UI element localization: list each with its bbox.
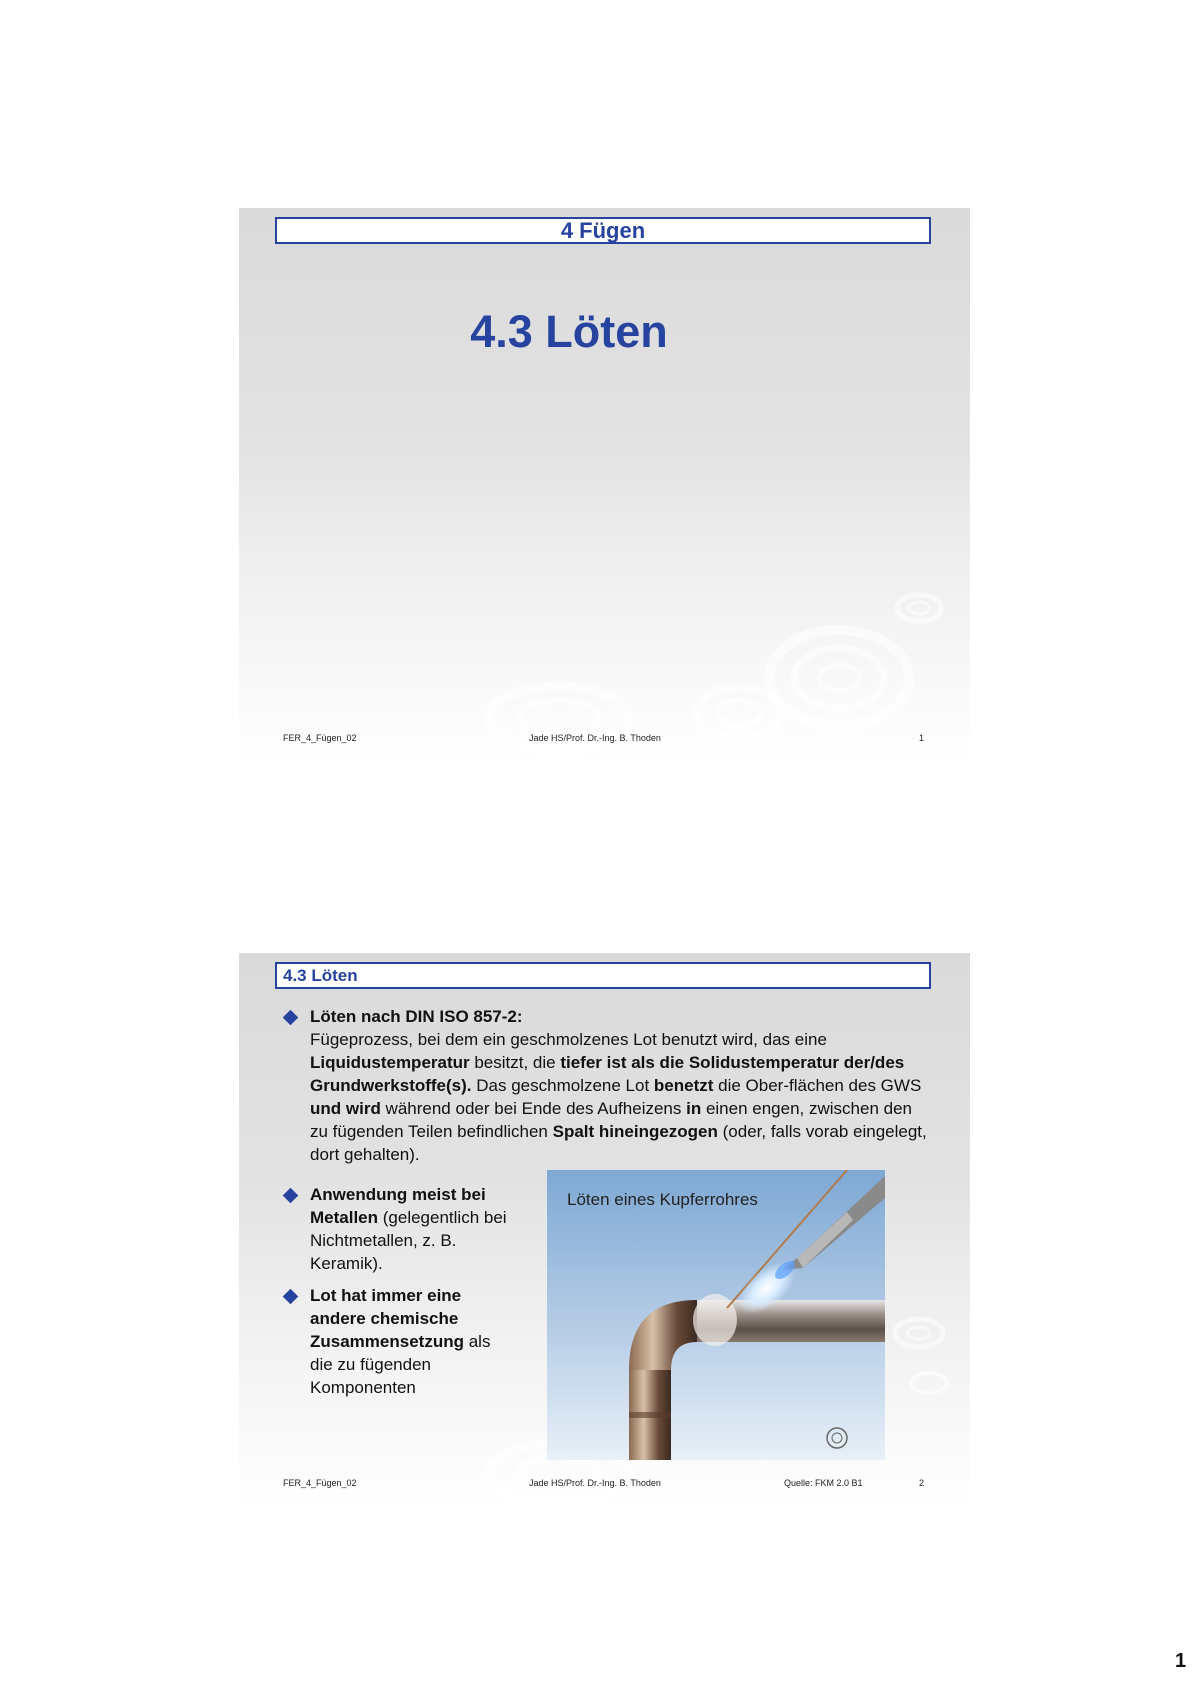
footer-left: FER_4_Fügen_02 (283, 733, 357, 743)
ripple-decoration (239, 208, 970, 761)
brazing-photo (547, 1170, 885, 1460)
footer-source: Quelle: FKM 2.0 B1 (784, 1478, 863, 1488)
slide-title: 4.3 Löten (470, 306, 668, 357)
footer-page: 2 (919, 1478, 925, 1488)
bullet-diamond-icon (283, 1188, 299, 1204)
page-number: 1 (1175, 1650, 1187, 1672)
chapter-header: 4 Fügen (275, 217, 931, 244)
section-header: 4.3 Löten (275, 962, 931, 989)
slide-2 (239, 953, 970, 1506)
footer-left: FER_4_Fügen_02 (283, 1478, 357, 1488)
slide-1 (239, 208, 970, 761)
bullet-text: Anwendung meist bei Metallen (gelegentlich bei Nichtmetallen, z. B. Keramik). (310, 1185, 507, 1273)
photo-caption: Löten eines Kupferrohres (567, 1190, 758, 1209)
footer-center: Jade HS/Prof. Dr.-Ing. B. Thoden (529, 733, 661, 743)
footer-page: 1 (919, 733, 925, 743)
footer-center: Jade HS/Prof. Dr.-Ing. B. Thoden (529, 1478, 661, 1488)
bullet-diamond-icon (283, 1289, 299, 1305)
bullet-text: Löten nach DIN ISO 857-2: Fügeprozess, bei dem ein geschmolzenes Lot benutzt wird, das eine Liquidustemperatur besitzt, die tiefer ist als die Solidustemperatur der/des Grundwerkstoffe(s). Das geschmolzene Lot benetzt die Ober-flächen des GWS und wird während oder bei Ende des Aufheizens in einen engen, zwischen den zu fügenden Teilen befindlichen Spalt hineingezogen (oder, falls vorab eingelegt, dort gehalten). (310, 1007, 927, 1164)
bullet-diamond-icon (283, 1010, 299, 1026)
bullet-text: Lot hat immer eine andere chemische Zusammensetzung als die zu fügenden Komponenten (310, 1286, 491, 1397)
